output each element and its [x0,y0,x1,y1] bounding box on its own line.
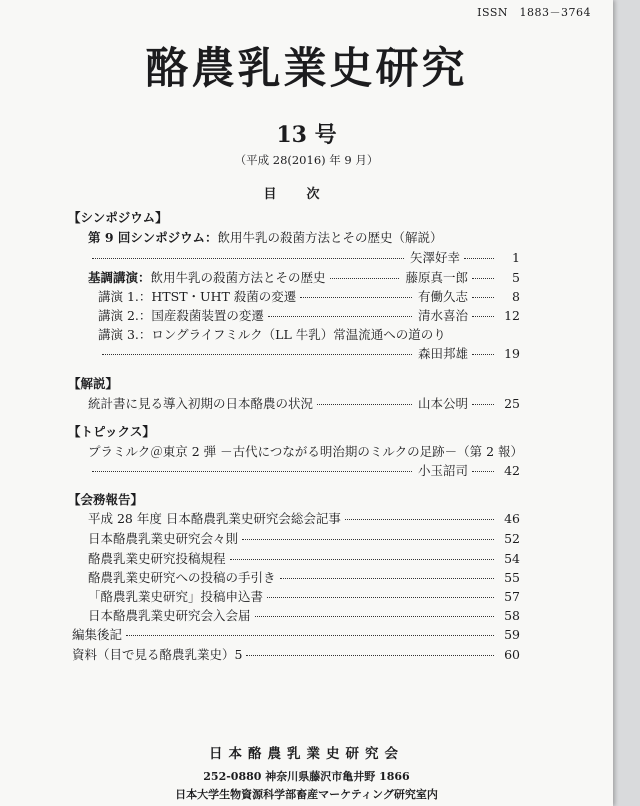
issn-number: ISSN 1883－3764 [477,6,591,19]
author: 山本公明 [417,396,468,411]
entry-title: 統計書に見る導入初期の日本酪農の状況 [88,396,314,411]
dot-leader [345,519,494,520]
toc-entry-talk-2[interactable] [98,306,520,324]
page-number: 8 [512,289,520,304]
dot-leader [472,471,494,472]
dot-leader [267,597,494,598]
section-heading-symposium: 【シンポジウム】 [68,210,168,225]
dot-leader [330,278,400,279]
section-heading-reports: 【会務報告】 [68,492,144,507]
toc-entry-report[interactable] [88,529,520,547]
dot-leader [472,316,494,317]
entry-title: 資料（目で見る酪農乳業史）5 [72,647,243,662]
entry-title: 平成 28 年度 日本酪農乳業史研究会総会記事 [88,511,341,526]
entry-title: 編集後記 [72,627,123,642]
section-heading-commentary: 【解説】 [68,376,119,391]
dot-leader [268,316,412,317]
page-number: 59 [504,627,520,642]
toc-entry-report[interactable] [88,606,520,624]
author: 森田邦雄 [417,346,468,361]
toc-heading: 目次 [263,187,350,202]
issue-number: 13 号 [276,122,337,148]
dot-leader [464,258,494,259]
page-number: 1 [512,250,520,265]
dot-leader [92,471,412,472]
toc-entry-talk-3-author-line[interactable] [98,344,520,362]
toc-entry-commentary[interactable] [88,394,520,412]
entry-title: 日本酪農乳業史研究会入会届 [88,608,251,623]
page-number: 57 [504,589,520,604]
dot-leader [102,354,412,355]
toc-entry-symposium-author-line[interactable] [88,248,520,266]
dot-leader [255,616,494,617]
toc-entry-topics-title[interactable] [88,442,523,460]
journal-title: 酪農乳業史研究 [145,44,468,94]
page-number: 52 [504,531,520,546]
page-number: 46 [504,511,520,526]
toc-entry-talk-3-title[interactable] [98,325,446,343]
toc-entry-topics-author-line[interactable] [88,461,520,479]
page-number: 12 [504,308,520,323]
toc-entry-report[interactable] [88,568,520,586]
page-number: 58 [504,608,520,623]
symposium-title: 飲用牛乳の殺菌方法とその歴史（解説） [217,230,443,245]
toc-entry-materials[interactable] [72,645,520,663]
entry-title: 「酪農乳業史研究」投稿申込書 [88,589,264,604]
dot-leader [92,258,404,259]
keynote-lead: 基調講演： [88,270,151,285]
dot-leader [126,635,494,636]
toc-entry-report[interactable] [88,587,520,605]
toc-entry-report[interactable] [88,509,520,527]
author: 有働久志 [417,289,468,304]
talk-title: 講演 2.：国産殺菌装置の変遷 [98,308,264,323]
symposium-lead: 第 9 回シンポジウム： [88,230,218,245]
author: 清水喜治 [417,308,468,323]
entry-title: 酪農乳業史研究への投稿の手引き [88,570,276,585]
issue-date: （平成 28(2016) 年 9 月） [234,153,379,167]
toc-entry-talk-1[interactable] [98,287,520,305]
page-number: 42 [504,463,520,478]
entry-title: プラミルク＠東京 2 弾 －古代につながる明治期のミルクの足跡－（第 2 報） [88,444,524,459]
dot-leader [472,404,494,405]
entry-title: 日本酪農乳業史研究会々則 [88,531,239,546]
talk-title: 講演 1.：HTST・UHT 殺菌の変遷 [98,289,297,304]
entry-title: 酪農乳業史研究投稿規程 [88,551,226,566]
author: 矢澤好幸 [409,250,460,265]
page-number: 25 [504,396,520,411]
page-number: 19 [504,346,520,361]
page-number: 5 [512,270,520,285]
dot-leader [472,354,494,355]
keynote-title: 飲用牛乳の殺菌方法とその歴史 [150,270,326,285]
dot-leader [246,655,494,656]
dot-leader [242,539,494,540]
toc-entry-keynote[interactable] [88,268,520,286]
dot-leader [317,404,412,405]
page-number: 60 [504,647,520,662]
page-number: 54 [504,551,520,566]
publisher-name: 日本酪農乳業史研究会 [209,746,404,762]
toc-entry-editors-note[interactable] [72,625,520,643]
toc-entry-symposium-title[interactable] [88,228,442,246]
toc-entry-report[interactable] [88,549,520,567]
dot-leader [230,559,494,560]
section-heading-topics: 【トピックス】 [68,424,155,439]
author: 小玉詔司 [417,463,468,478]
publisher-office: 日本大学生物資源科学部畜産マーケティング研究室内 [175,788,438,801]
dot-leader [300,297,412,298]
dot-leader [280,578,494,579]
publisher-address: 252-0880 神奈川県藤沢市亀井野 1866 [203,770,410,783]
page-number: 55 [504,570,520,585]
dot-leader [472,278,494,279]
talk-title: 講演 3.：ロングライフミルク（LL 牛乳）常温流通への道のり [98,327,446,342]
author: 藤原真一郎 [405,270,468,285]
dot-leader [472,297,494,298]
